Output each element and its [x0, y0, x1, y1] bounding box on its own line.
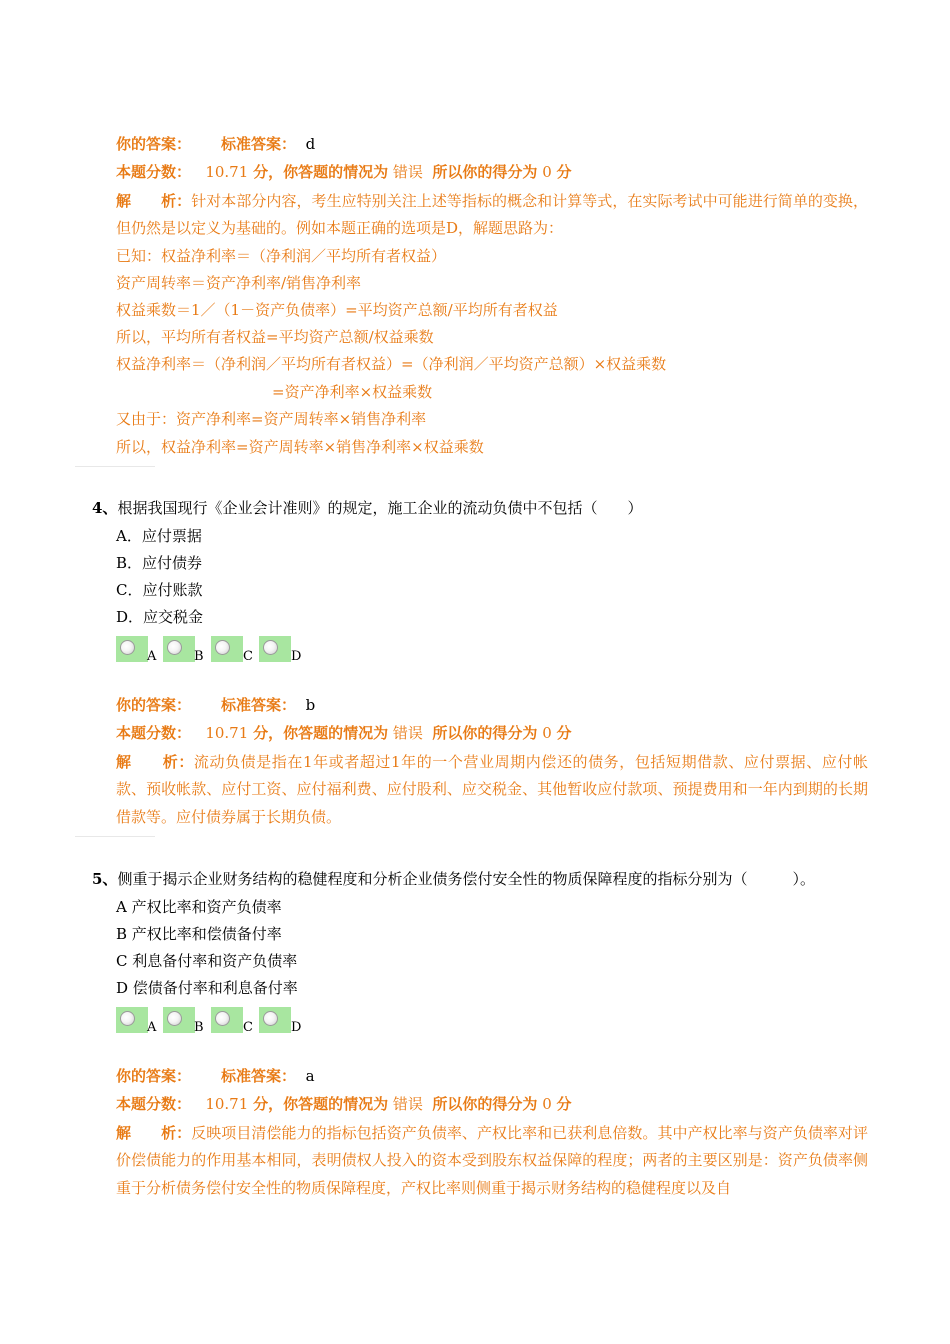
divider: [75, 836, 155, 837]
radio-d[interactable]: [259, 1007, 291, 1033]
radio-b[interactable]: [163, 1007, 195, 1033]
formula-line: 所以，平均所有者权益=平均资产总额/权益乘数: [116, 328, 434, 346]
score-row: [116, 162, 572, 182]
formula-line: 权益净利率＝（净利润／平均所有者权益）=（净利润／平均资产总额）×权益乘数: [116, 355, 667, 373]
score-row: [116, 1094, 572, 1114]
score-value: 10.71: [205, 163, 249, 181]
question-number: 5、: [92, 870, 118, 888]
option-b: B．应付债券: [116, 554, 203, 572]
radio-label-b: B: [194, 649, 204, 664]
result-text: 错误: [392, 724, 423, 742]
question-text: 根据我国现行《企业会计准则》的规定，施工企业的流动负债中不包括（ ）: [117, 499, 643, 517]
score-tail-label: 所以你的得分为: [432, 1095, 538, 1113]
score-value: 10.71: [205, 724, 249, 742]
score-earned: 0: [542, 724, 552, 742]
answer-row: [116, 1066, 315, 1086]
analysis-text: 流动负债是指在1年或者超过1年的一个营业周期内偿还的债务，包括短期借款、应付票据、应付帐款、预收帐款、应付工资、应付福利费、应付股利、应交税金、其他暂收应付款项、预提费用和一年内到期的长期借款等。应付债券属于长期负债。: [116, 753, 868, 826]
analysis: [116, 188, 868, 243]
standard-answer-label: 标准答案：: [221, 135, 297, 153]
your-answer-label: 你的答案：: [116, 1067, 192, 1085]
option-a: A 产权比率和资产负债率: [116, 898, 282, 916]
standard-answer-label: 标准答案：: [221, 696, 297, 714]
option-d: D 偿债备付率和利息备付率: [116, 979, 298, 997]
score-row: [116, 723, 572, 743]
score-unit: 分: [556, 724, 572, 742]
radio-circle-icon: [120, 1011, 135, 1026]
score-label: 本题分数：: [116, 724, 192, 742]
radio-circle-icon: [167, 1011, 182, 1026]
analysis: [116, 749, 868, 831]
radio-label-d: D: [291, 1020, 302, 1035]
radio-circle-icon: [263, 1011, 278, 1026]
question-title: [92, 869, 815, 889]
radio-circle-icon: [215, 1011, 230, 1026]
radio-b[interactable]: [163, 636, 195, 662]
divider: [75, 466, 155, 467]
radio-label-c: C: [243, 649, 253, 664]
score-unit: 分: [556, 1095, 572, 1113]
radio-c[interactable]: [211, 636, 243, 662]
score-tail-label: 所以你的得分为: [432, 163, 538, 181]
your-answer-label: 你的答案：: [116, 135, 192, 153]
question-title: [92, 498, 642, 518]
standard-answer-label: 标准答案：: [221, 1067, 297, 1085]
analysis-text: 反映项目清偿能力的指标包括资产负债率、产权比率和已获利息倍数。其中产权比率与资产负债率对评价偿债能力的作用基本相同，表明债权人投入的资本受到股东权益保障的程度；两者的主要区别是：资产负债率侧重于分析债务偿付安全性的物质保障程度，产权比率则侧重于揭示财务结构的稳健程度以及自: [116, 1124, 868, 1197]
analysis: [116, 1120, 868, 1202]
answer-row: [116, 695, 315, 715]
score-unit: 分: [556, 163, 572, 181]
radio-label-a: A: [147, 649, 157, 664]
radio-circle-icon: [215, 640, 230, 655]
formula-line: 已知：权益净利率＝（净利润／平均所有者权益）: [116, 247, 447, 265]
radio-d[interactable]: [259, 636, 291, 662]
formula-line: 权益乘数＝1／（1－资产负债率）=平均资产总额/平均所有者权益: [116, 301, 558, 319]
option-c: C．应付账款: [116, 581, 203, 599]
option-d: D．应交税金: [116, 608, 204, 626]
result-text: 错误: [392, 1095, 423, 1113]
score-mid-text: 分，你答题的情况为: [253, 1095, 389, 1113]
analysis-label: 解 析：: [116, 1124, 192, 1142]
standard-answer-value: d: [305, 135, 316, 153]
radio-circle-icon: [120, 640, 135, 655]
radio-circle-icon: [263, 640, 278, 655]
score-value: 10.71: [205, 1095, 249, 1113]
option-b: B 产权比率和偿债备付率: [116, 925, 282, 943]
your-answer-label: 你的答案：: [116, 696, 192, 714]
analysis-label: 解 析：: [116, 753, 194, 771]
score-tail-label: 所以你的得分为: [432, 724, 538, 742]
radio-label-c: C: [243, 1020, 253, 1035]
answer-row: [116, 134, 315, 154]
radio-group: [116, 636, 316, 664]
formula-line: 资产周转率＝资产净利率/销售净利率: [116, 274, 362, 292]
score-mid-text: 分，你答题的情况为: [253, 163, 389, 181]
formula-line: 又由于：资产净利率=资产周转率×销售净利率: [116, 410, 427, 428]
standard-answer-value: b: [305, 696, 316, 714]
option-a: A．应付票据: [116, 527, 202, 545]
radio-label-a: A: [147, 1020, 157, 1035]
analysis-text: 针对本部分内容，考生应特别关注上述等指标的概念和计算等式，在实际考试中可能进行简单的变换，但仍然是以定义为基础的。例如本题正确的选项是D，解题思路为：: [116, 192, 868, 238]
question-number: 4、: [92, 499, 118, 517]
question-text: 侧重于揭示企业财务结构的稳健程度和分析企业债务偿付安全性的物质保障程度的指标分别为（ ）。: [117, 870, 815, 888]
formula-line: 所以，权益净利率=资产周转率×销售净利率×权益乘数: [116, 438, 484, 456]
result-text: 错误: [392, 163, 423, 181]
formula-line: =资产净利率×权益乘数: [272, 383, 433, 401]
radio-c[interactable]: [211, 1007, 243, 1033]
score-label: 本题分数：: [116, 1095, 192, 1113]
standard-answer-value: a: [305, 1067, 315, 1085]
score-mid-text: 分，你答题的情况为: [253, 724, 389, 742]
radio-circle-icon: [167, 640, 182, 655]
score-earned: 0: [542, 1095, 552, 1113]
radio-a[interactable]: [116, 1007, 148, 1033]
option-c: C 利息备付率和资产负债率: [116, 952, 298, 970]
score-label: 本题分数：: [116, 163, 192, 181]
radio-a[interactable]: [116, 636, 148, 662]
radio-label-b: B: [194, 1020, 204, 1035]
radio-label-d: D: [291, 649, 302, 664]
radio-group: [116, 1007, 316, 1035]
score-earned: 0: [542, 163, 552, 181]
analysis-label: 解 析：: [116, 192, 192, 210]
